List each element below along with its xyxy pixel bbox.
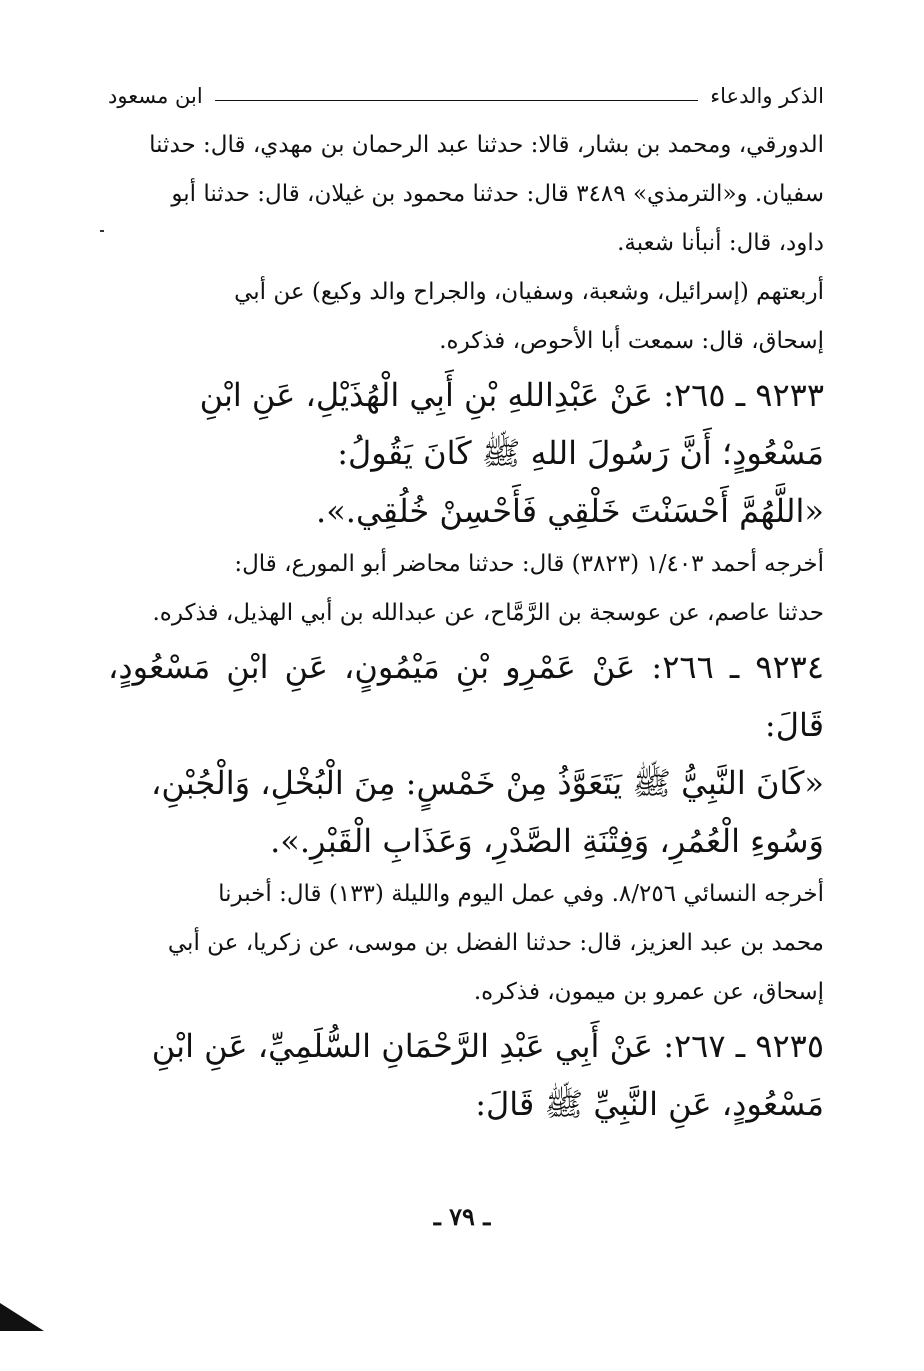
- isnad-continuation: [108, 121, 824, 268]
- text-line: محمد بن عبد العزيز، قال: حدثنا الفضل بن موسى، عن زكريا، عن أبي: [167, 930, 824, 956]
- hadith-9234: [108, 638, 824, 870]
- hadith-line: وَسُوءِ الْعُمُرِ، وَفِتْنَةِ الصَّدْرِ، وَعَذَابِ الْقَبْرِ.».: [270, 822, 824, 860]
- header-section-title: ابن مسعود: [108, 84, 203, 108]
- page-number: ـ ٧٩ ـ: [433, 1202, 491, 1231]
- hadith-9235: [108, 1017, 824, 1133]
- corner-triangle-mark: [0, 1303, 44, 1331]
- text-line: سفيان. و«الترمذي» ٣٤٨٩ قال: حدثنا محمود بن غيلان، قال: حدثنا أبو: [171, 181, 824, 207]
- header-rule: [215, 100, 699, 101]
- text-line: أخرجه أحمد ١/٤٠٣ (٣٨٢٣) قال: حدثنا محاضر أبو المورع، قال:: [234, 551, 824, 577]
- text-line: داود، قال: أنبأنا شعبة.: [617, 230, 824, 256]
- text-line: أخرجه النسائي ٨/٢٥٦. وفي عمل اليوم والليلة (١٣٣) قال: أخبرنا: [218, 881, 824, 907]
- running-header: [108, 86, 824, 107]
- text-line: إسحاق، قال: سمعت أبا الأحوص، فذكره.: [439, 328, 824, 354]
- hadith-line: مَسْعُودٍ؛ أَنَّ رَسُولَ اللهِ ﷺ كَانَ يَقُولُ:: [337, 434, 824, 472]
- book-page: [108, 86, 824, 1133]
- text-line: إسحاق، عن عمرو بن ميمون، فذكره.: [473, 979, 824, 1005]
- hadith-line: «اللَّهُمَّ أَحْسَنْتَ خَلْقِي فَأَحْسِنْ خُلُقِي.».: [316, 492, 824, 530]
- hadith-line: ٩٢٣٤ ـ ٢٦٦: عَنْ عَمْرِو بْنِ مَيْمُونٍ، عَنِ ابْنِ مَسْعُودٍ، قَالَ:: [108, 648, 825, 744]
- text-line: أربعتهم (إسرائيل، وشعبة، وسفيان، والجراح والد وكيع) عن أبي: [234, 279, 824, 305]
- header-chapter-title: الذكر والدعاء: [710, 84, 824, 108]
- hadith-line: مَسْعُودٍ، عَنِ النَّبِيِّ ﷺ قَالَ:: [475, 1085, 824, 1123]
- isnad-summary: [108, 268, 824, 366]
- scan-speck: [100, 230, 104, 232]
- takhrij-9234: [108, 870, 824, 1017]
- hadith-line: ٩٢٣٣ ـ ٢٦٥: عَنْ عَبْدِاللهِ بْنِ أَبِي الْهُذَيْلِ، عَنِ ابْنِ: [199, 376, 824, 414]
- text-line: حدثنا عاصم، عن عوسجة بن الرَّمَّاح، عن عبدالله بن أبي الهذيل، فذكره.: [152, 600, 824, 626]
- hadith-9233: [108, 366, 824, 540]
- hadith-line: ٩٢٣٥ ـ ٢٦٧: عَنْ أَبِي عَبْدِ الرَّحْمَانِ السُّلَمِيِّ، عَنِ ابْنِ: [151, 1027, 824, 1065]
- takhrij-9233: [108, 540, 824, 638]
- text-line: الدورقي، ومحمد بن بشار، قالا: حدثنا عبد الرحمان بن مهدي، قال: حدثنا: [149, 132, 824, 158]
- hadith-line: «كَانَ النَّبِيُّ ﷺ يَتَعَوَّذُ مِنْ خَمْسٍ: مِنَ الْبُخْلِ، وَالْجُبْنِ،: [151, 764, 824, 802]
